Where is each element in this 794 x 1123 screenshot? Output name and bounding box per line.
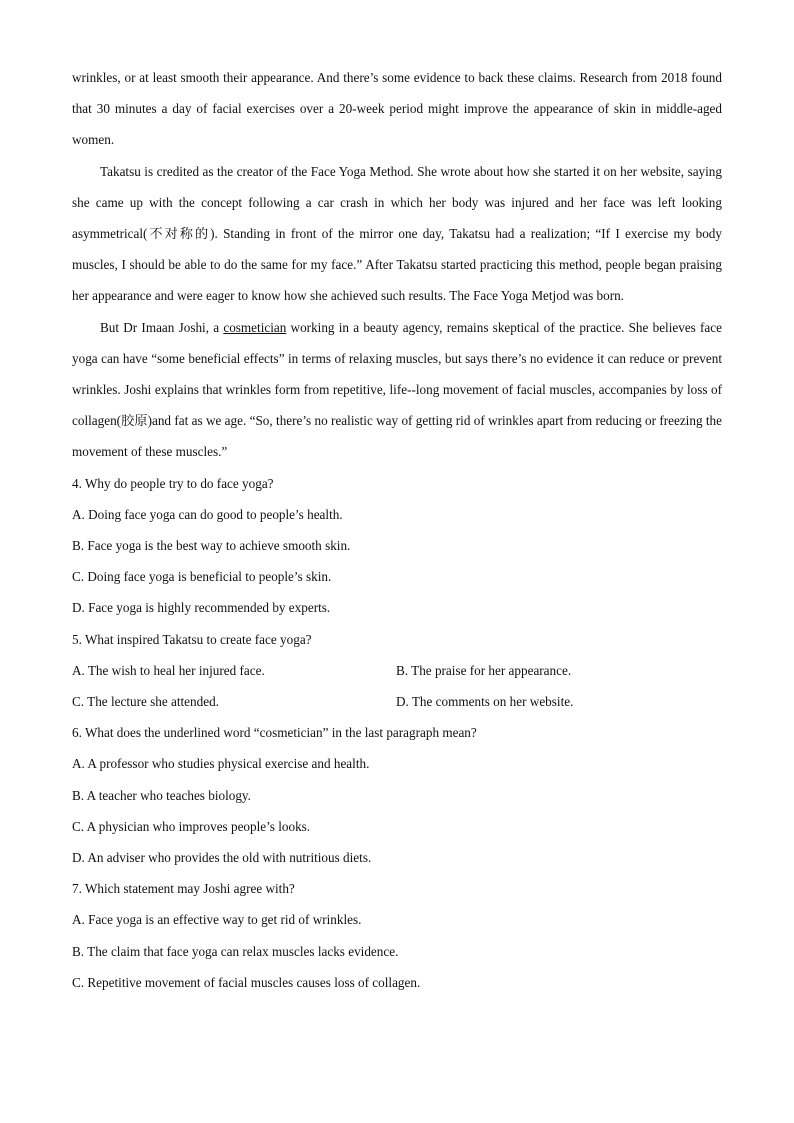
option-b: B. Face yoga is the best way to achieve smooth skin. bbox=[72, 538, 351, 554]
question-stem: 5. What inspired Takatsu to create face yoga? bbox=[72, 631, 312, 647]
underlined-word: cosmetician bbox=[223, 319, 287, 335]
passage-paragraph-3 bbox=[72, 312, 722, 468]
question-stem: 7. Which statement may Joshi agree with? bbox=[72, 881, 295, 897]
question-stem: 6. What does the underlined word “cosmetician” in the last paragraph mean? bbox=[72, 725, 477, 741]
option-c: C. Doing face yoga is beneficial to people’s skin. bbox=[72, 569, 332, 585]
option-c: C. The lecture she attended. bbox=[72, 694, 219, 710]
options-row-2 bbox=[72, 686, 722, 717]
passage-paragraph-1: wrinkles, or at least smooth their appearance. And there’s some evidence to back these claims. Research from 2018 found that 30 minutes a day of facial exercises over a 20-week period might improve the appearance of skin in middle-aged women. bbox=[72, 70, 722, 148]
question-7 bbox=[72, 873, 722, 998]
question-stem: 4. Why do people try to do face yoga? bbox=[72, 475, 274, 491]
paragraph-3-rest: working in a beauty agency, remains skeptical of the practice. She believes face yoga can have “some beneficial effects” in terms of relaxing muscles, but says there’s no evidence it can reduce or prevent wrinkles. Joshi explains that wrinkles form from repetitive, life--long movement of facial muscles, accompanies by loss of collagen(胶原)and fat as we age. “So, there’s no realistic way of getting rid of wrinkles apart from reducing or freezing the movement of these muscles.” bbox=[72, 319, 722, 460]
option-b: B. A teacher who teaches biology. bbox=[72, 787, 251, 803]
question-5 bbox=[72, 624, 722, 718]
paragraph-3-lead: But Dr Imaan Joshi, a bbox=[100, 319, 224, 335]
exam-page bbox=[72, 62, 722, 998]
question-6 bbox=[72, 717, 722, 873]
option-d: D. Face yoga is highly recommended by experts. bbox=[72, 600, 331, 616]
option-a: A. Face yoga is an effective way to get rid of wrinkles. bbox=[72, 912, 362, 928]
option-d: D. An adviser who provides the old with nutritious diets. bbox=[72, 850, 372, 866]
passage-paragraph-2: Takatsu is credited as the creator of the Face Yoga Method. She wrote about how she started it on her website, saying she came up with the concept following a car crash in which her body was injured and her face was left looking asymmetrical(不对称的). Standing in front of the mirror one day, Takatsu had a realization; “If I exercise my body muscles, I should be able to do the same for my face.” After Takatsu started practicing this method, people began praising her appearance and were eager to know how she achieved such results. The Face Yoga Metjod was born. bbox=[72, 163, 722, 304]
option-a: A. A professor who studies physical exercise and health. bbox=[72, 756, 370, 772]
options-row-1 bbox=[72, 655, 722, 686]
option-c: C. Repetitive movement of facial muscles causes loss of collagen. bbox=[72, 974, 421, 990]
option-b: B. The praise for her appearance. bbox=[396, 662, 572, 678]
option-b: B. The claim that face yoga can relax muscles lacks evidence. bbox=[72, 943, 399, 959]
question-4 bbox=[72, 468, 722, 624]
option-c: C. A physician who improves people’s looks. bbox=[72, 818, 311, 834]
option-d: D. The comments on her website. bbox=[396, 694, 574, 710]
option-a: A. Doing face yoga can do good to people’s health. bbox=[72, 506, 343, 522]
option-a: A. The wish to heal her injured face. bbox=[72, 662, 265, 678]
